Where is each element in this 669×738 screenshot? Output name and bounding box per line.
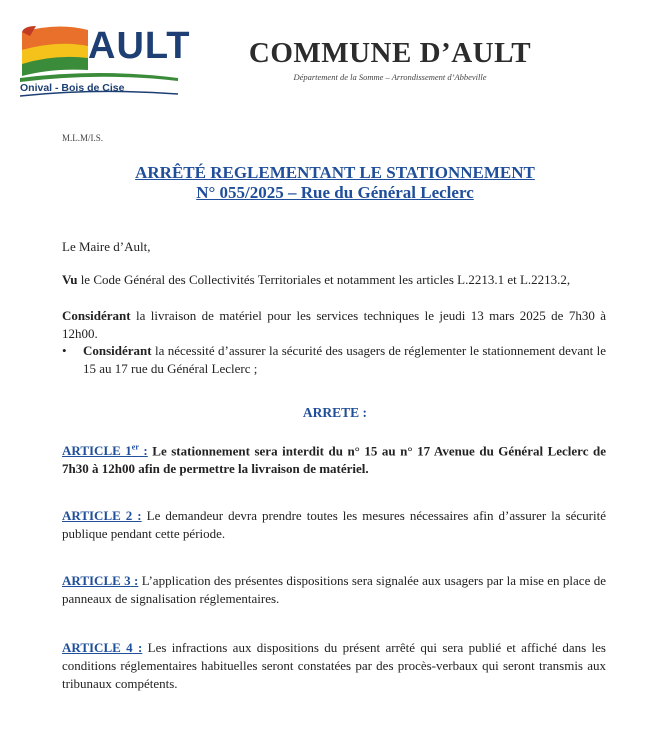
commune-logo (18, 24, 191, 106)
commune-title: COMMUNE D’AULT (248, 37, 532, 69)
article-3 (62, 572, 606, 608)
arrete-heading: ARRETE : (302, 405, 368, 420)
article-1 (62, 439, 606, 478)
reference-code: M.L.M/I.S. (62, 133, 104, 143)
bullet-icon: • (62, 343, 67, 358)
commune-subtitle: Département de la Somme – Arrondissement d’Abbeville (293, 72, 487, 82)
article-2-label: ARTICLE 2 : (62, 508, 142, 523)
maire-line: Le Maire d’Ault, (62, 239, 151, 254)
article-1-sup: er (131, 443, 139, 452)
document-title-line1: ARRÊTÉ REGLEMENTANT LE STATIONNEMENT (135, 163, 535, 182)
article-3-label: ARTICLE 3 : (62, 573, 139, 588)
considerant-keyword-2: Considérant (83, 343, 152, 358)
vu-text: le Code Général des Collectivités Territoriales et notamment les articles L.2213.1 et L.2213.2, (77, 272, 571, 287)
considerant-keyword-1: Considérant (62, 308, 131, 323)
logo-subtitle: Onival - Bois de Cise (20, 82, 125, 94)
vu-paragraph (62, 271, 606, 289)
article-4-text: Les infractions aux dispositions du présent arrêté qui sera publié et affiché dans les conditions réglementaires habituelles seront constatées par des procès-verbaux qui seront transmis aux tribunaux compétents. (62, 640, 606, 691)
considerant-text-2: la nécessité d’assurer la sécurité des usagers de réglementer le stationnement devant le 15 au 17 rue du Général Leclerc ; (83, 343, 606, 376)
considerant-paragraph-2 (83, 342, 606, 378)
considerant-paragraph-1 (62, 307, 606, 343)
article-2-text: Le demandeur devra prendre toutes les mesures nécessaires afin d’assurer la sécurité publique pendant cette période. (62, 508, 606, 541)
article-4 (62, 639, 606, 693)
considerant-text-1: la livraison de matériel pour les services techniques le jeudi 13 mars 2025 de 7h30 à 12h00. (62, 308, 606, 341)
vu-keyword: Vu (62, 272, 78, 287)
article-4-label: ARTICLE 4 : (62, 640, 143, 655)
document-title-line2: N° 055/2025 – Rue du Général Leclerc (196, 183, 474, 202)
article-1-text: Le stationnement sera interdit du n° 15 au n° 17 Avenue du Général Leclerc de 7h30 à 12h00 afin de permettre la livraison de matériel. (62, 443, 607, 477)
logo-wordmark: AULT (88, 25, 191, 67)
article-3-text: L’application des présentes dispositions sera signalée aux usagers par la mise en place de panneaux de signalisation réglementaires. (62, 573, 606, 606)
article-1-label: ARTICLE 1er : (62, 443, 148, 459)
article-2 (62, 507, 606, 543)
